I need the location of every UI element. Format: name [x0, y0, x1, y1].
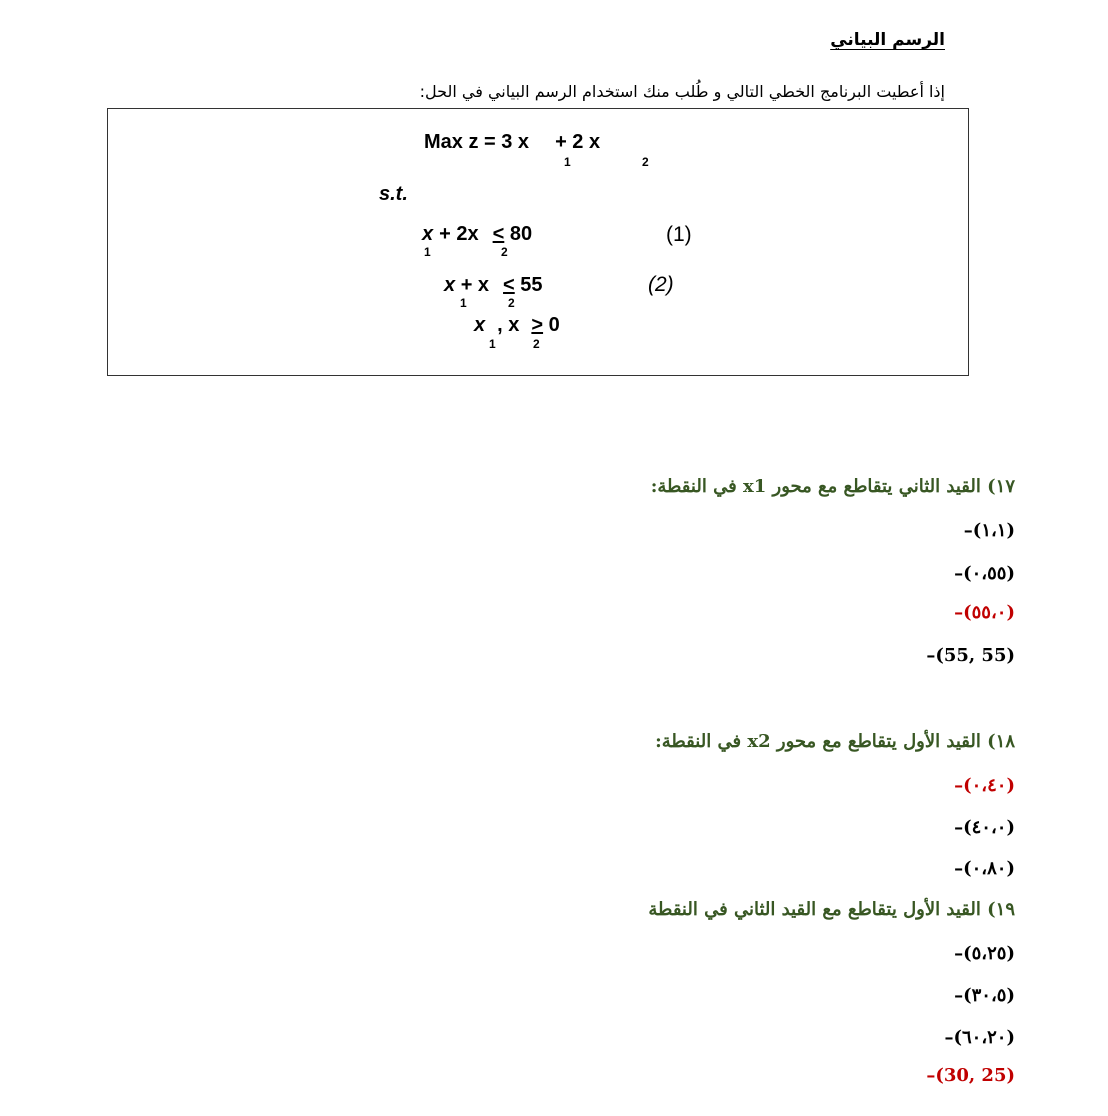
q17-option-4[interactable]: –(55, 55): [926, 645, 1015, 666]
intro-text: إذا أعطيت البرنامج الخطي التالي و طُلب منك استخدام الرسم البياني في الحل:: [419, 82, 945, 101]
objective-subscript-2: 2: [642, 155, 649, 169]
question-17-title: ١٧) القيد الثاني يتقاطع مع محور x1 في النقطة:: [650, 476, 1015, 497]
non-negativity-constraint: x , x > 0: [474, 314, 560, 336]
q19-option-3[interactable]: –(٦٠،٢٠): [944, 1027, 1015, 1048]
objective-plus-term: + 2 x: [555, 131, 601, 153]
q17-option-3-correct[interactable]: –(٥٥،٠): [954, 602, 1015, 623]
constraint-2-subscript-1: 1: [460, 296, 467, 310]
question-18-title: ١٨) القيد الأول يتقاطع مع محور x2 في النقطة:: [655, 731, 1015, 752]
objective-text: Max z = 3 x: [424, 131, 530, 153]
q18-option-2[interactable]: –(٤٠،٠): [954, 817, 1015, 838]
constraint-1-label: (1): [666, 223, 692, 246]
question-19-title: ١٩) القيد الأول يتقاطع مع القيد الثاني في النقطة: [648, 899, 1015, 920]
q17-option-1[interactable]: –(١،١): [963, 520, 1015, 541]
page-heading: الرسم البياني: [830, 30, 945, 50]
non-negativity-subscript-1: 1: [489, 337, 496, 351]
non-negativity-subscript-2: 2: [533, 337, 540, 351]
subject-to-label: s.t.: [379, 183, 408, 205]
q17-option-2[interactable]: –(٠،٥٥): [954, 563, 1015, 584]
q19-option-1[interactable]: –(٥،٢٥): [954, 943, 1015, 964]
q19-option-4-correct[interactable]: –(30, 25): [926, 1065, 1015, 1086]
q19-option-2[interactable]: –(٣٠،٥): [954, 985, 1015, 1006]
constraint-2-subscript-2: 2: [508, 296, 515, 310]
constraint-1-subscript-1: 1: [424, 245, 431, 259]
constraint-2: x + x < 55: [444, 274, 543, 296]
objective-function: [424, 131, 600, 154]
q18-option-1-correct[interactable]: –(٠،٤٠): [954, 775, 1015, 796]
constraint-2-label: (2): [648, 273, 674, 296]
q18-option-3[interactable]: –(٠،٨٠): [954, 858, 1015, 879]
constraint-1: x + 2x < 80: [422, 223, 533, 245]
objective-subscript-1: 1: [564, 155, 571, 169]
constraint-1-subscript-2: 2: [501, 245, 508, 259]
lp-model-box: [107, 108, 969, 376]
